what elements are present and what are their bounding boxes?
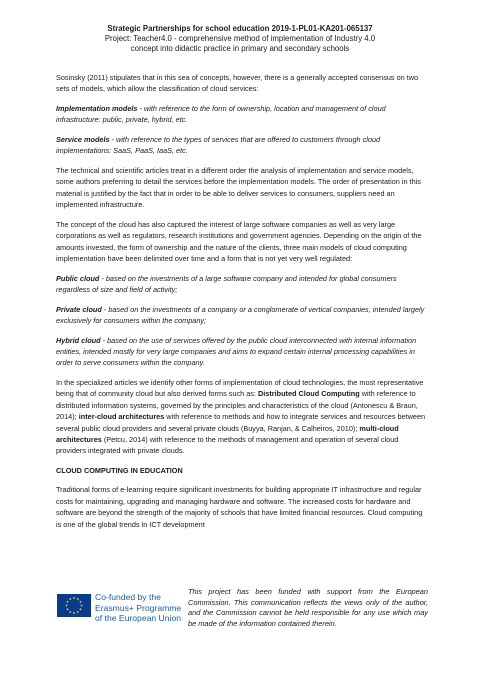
- eu-star-icon: [73, 612, 75, 614]
- eu-star-icon: [73, 597, 75, 599]
- logo-text: [95, 592, 181, 624]
- text-other-forms-a: In the specialized articles we identify other forms of implementation of cloud technologies, the most representative being that of community cloud but also derived forms such as:: [56, 378, 424, 399]
- text-other-forms-b: with reference to distributed information systems, governed by the principles and characteristics of the cloud (Antonescu & Braun, 2014);: [56, 389, 418, 422]
- term-implementation-models: Implementation models: [56, 104, 138, 113]
- text-other-forms-d: (Petcu, 2014) with reference to the methods of management and operation of several cloud providers integrated with private clouds.: [56, 435, 399, 456]
- page-header: [40, 24, 440, 54]
- logo-line-3: of the European Union: [95, 613, 182, 624]
- paragraph-implementation-models: [56, 103, 428, 126]
- logo-line-2: Erasmus+ Programme: [95, 602, 182, 613]
- term-service-models: Service models: [56, 135, 110, 144]
- header-project-line: Project: Teacher4.0 - comprehensive method of implementation of Industry 4.0: [104, 34, 376, 43]
- term-multi-cloud: multi-cloud architectures: [56, 423, 399, 445]
- disclaimer-text: This project has been funded with support from the European Commission. This communication reflects the views only of the author, and the Commission cannot be held responsible for any use which may be made of the information contained therein.: [188, 587, 428, 628]
- document-body: [56, 72, 428, 538]
- paragraph-cloud-concept: The concept of the cloud has also captured the interest of large software companies as well as very large corporations as well as regulators, research institutions and government agencies. Depending on the origin of the amounts invested, the form of ownership and the nature of the clients, three main models of cloud computing implementation have been delimited over time and a form that is not yet very well regulated:: [56, 219, 422, 264]
- term-distributed-cloud: Distributed Cloud Computing: [257, 389, 360, 399]
- paragraph-public-cloud: [56, 273, 428, 296]
- paragraph-intro: Sosinsky (2011) stipulates that in this sea of concepts, however, there is a generally accepted consensus on two sets of models, which allow the classification of cloud services:: [56, 73, 419, 94]
- eu-star-icon: [80, 601, 82, 603]
- logo-line-1: Co-funded by the: [95, 592, 161, 602]
- eu-star-icon: [77, 598, 79, 600]
- eu-stars-icon: [57, 594, 91, 617]
- paragraph-hybrid-cloud: [56, 335, 428, 369]
- eu-star-icon: [77, 611, 79, 613]
- definition-private-cloud: - based on the investments of a company or a conglomerate of vertical companies, intended largely exclusively for consumers within the company;: [56, 304, 425, 326]
- term-inter-cloud: inter-cloud architectures: [78, 412, 165, 422]
- definition-hybrid-cloud: - based on the use of services offered by the public cloud interconnected with internal information entities, intended mostly for very large companies and aims to expand certain internal processing capabilities in order to serve consumers within the company.: [56, 335, 417, 368]
- eu-flag-icon: [57, 594, 91, 617]
- section-heading: CLOUD COMPUTING IN EDUCATION: [56, 466, 183, 476]
- eu-star-icon: [81, 605, 83, 607]
- eu-star-icon: [80, 608, 82, 610]
- header-project-line-2: concept into didactic practice in primary and secondary schools: [130, 44, 350, 53]
- paragraph-order: The technical and scientific articles treat in a different order the analysis of implementation and service models, some authors preferring to detail the services before the implementation models. The order of presentation in this material is justified by the fact that in order to be able to deliver services to consumers, suppliers need an implemented infrastructure.: [56, 166, 421, 210]
- eu-star-icon: [69, 598, 71, 600]
- paragraph-private-cloud: [56, 304, 428, 327]
- definition-implementation-models: - with reference to the form of ownership, location and management of cloud infrastructure: public, private, hybrid, etc.: [56, 104, 386, 125]
- term-public-cloud: Public cloud: [56, 273, 100, 283]
- header-title: Strategic Partnerships for school education 2019-1-PL01-KA201-065137: [107, 24, 373, 33]
- term-hybrid-cloud: Hybrid cloud: [56, 335, 101, 345]
- paragraph-service-models: [56, 134, 428, 157]
- paragraph-other-forms: [56, 377, 428, 457]
- paragraph-education: Traditional forms of e-learning require significant investments for building appropriate IT infrastructure and regular costs for maintaining, upgrading and managing hardware and software. The increased costs for hardware and software are beyond the strength of the majority of schools that have limited financial resources. Cloud computing is one of the global trends in ICT development: [56, 485, 423, 529]
- text-other-forms-c: with reference to methods and how to integrate services and resources between several public cloud providers and several private clouds (Buyya, Ranjan, & Calheiros, 2010);: [56, 412, 426, 433]
- eu-star-icon: [67, 608, 69, 610]
- eu-star-icon: [66, 605, 68, 607]
- definition-service-models: - with reference to the types of services that are offered to customers through cloud implementations: SaaS, PaaS, IaaS, etc.: [56, 135, 381, 156]
- term-private-cloud: Private cloud: [56, 304, 102, 314]
- definition-public-cloud: - based on the investments of a large software company and intended for global consumers regardless of size and field of activity;: [56, 273, 397, 295]
- eu-star-icon: [67, 601, 69, 603]
- erasmus-logo: [57, 592, 199, 632]
- eu-star-icon: [69, 611, 71, 613]
